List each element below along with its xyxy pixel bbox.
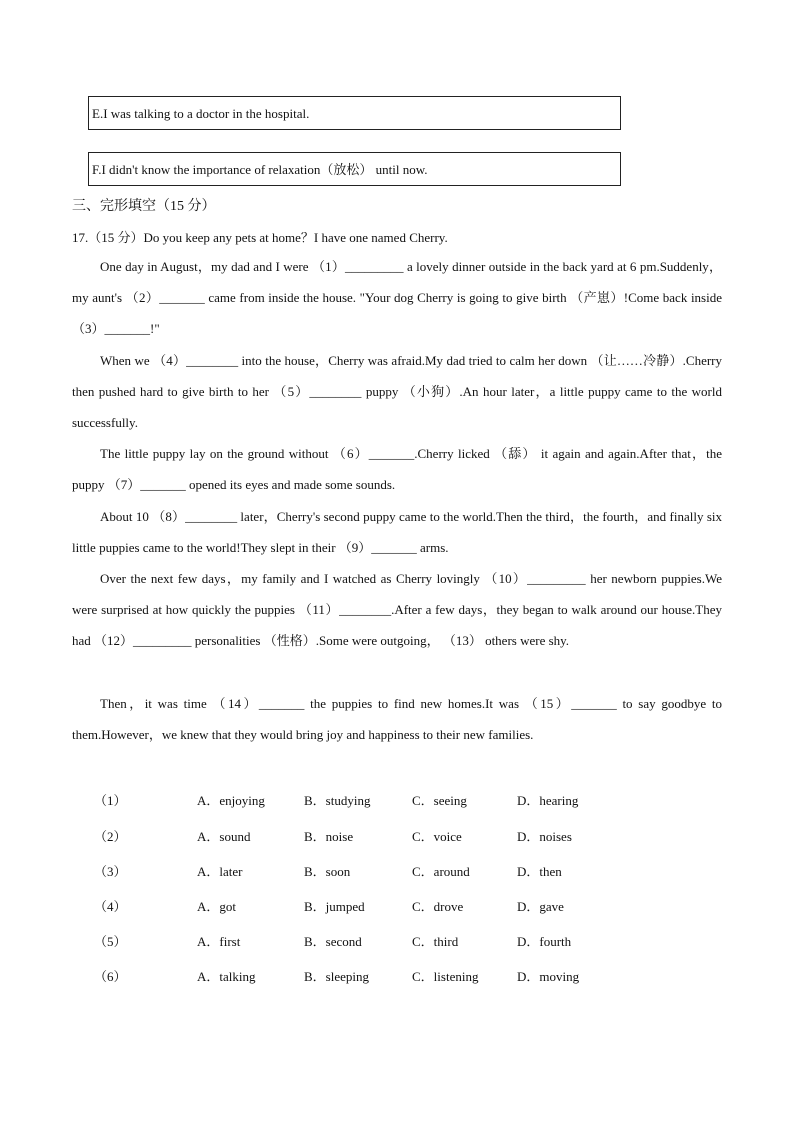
choice-number: （5） [94, 934, 127, 949]
choice-row [94, 896, 694, 916]
section-heading: 三、完形填空（15 分） [72, 199, 216, 214]
choice-row [94, 966, 694, 986]
choice-d[interactable]: D．noises [517, 829, 572, 844]
option-box-f: F.I didn't know the importance of relaxation（放松） until now. [88, 152, 621, 186]
passage-paragraph-6: Then，it was time （14）_______ the puppies to find new homes.It was （15）_______ to say goodbye to them.However，we knew that they would bring joy and happiness to their new families. [72, 696, 722, 742]
choice-number: （4） [94, 899, 127, 914]
choice-number: （3） [94, 864, 127, 879]
choice-a[interactable]: A．first [197, 934, 241, 949]
choice-d[interactable]: D．hearing [517, 793, 579, 808]
choice-d[interactable]: D．then [517, 864, 562, 879]
passage-paragraph-5: Over the next few days，my family and I watched as Cherry lovingly （10）_________ her newborn puppies.We were surprised at how quickly the puppies （11）________.After a few days，they began to walk around our house.They had （12）_________ personalities （性格）.Some were outgoing， （13） others were shy. [72, 571, 722, 648]
choice-c[interactable]: C．voice [412, 829, 462, 844]
choice-a[interactable]: A．got [197, 899, 237, 914]
choice-c[interactable]: C．third [412, 934, 459, 949]
choice-a[interactable]: A．later [197, 864, 243, 879]
choice-row [94, 790, 694, 810]
passage-paragraph-1: One day in August，my dad and I were （1）_________ a lovely dinner outside in the back yard at 6 pm.Suddenly，my aunt's （2）_______ came from inside the house. "Your dog Cherry is going to give birth （产崽）!Come back inside （3）_______!" [72, 259, 722, 336]
choice-b[interactable]: B．studying [304, 793, 371, 808]
question-intro: 17.（15 分）Do you keep any pets at home？I have one named Cherry. [72, 230, 448, 245]
choice-row [94, 931, 694, 951]
choice-a[interactable]: A．talking [197, 969, 256, 984]
choice-a[interactable]: A．sound [197, 829, 251, 844]
passage-paragraph-4: About 10 （8）________ later，Cherry's second puppy came to the world.Then the third，the fourth，and finally six little puppies came to the world!They slept in their （9）_______ arms. [72, 509, 722, 555]
choice-b[interactable]: B．soon [304, 864, 351, 879]
choice-d[interactable]: D．moving [517, 969, 580, 984]
choice-c[interactable]: C．listening [412, 969, 479, 984]
choice-c[interactable]: C．seeing [412, 793, 467, 808]
choice-number: （2） [94, 829, 127, 844]
choice-d[interactable]: D．gave [517, 899, 564, 914]
choice-b[interactable]: B．jumped [304, 899, 365, 914]
choice-b[interactable]: B．second [304, 934, 362, 949]
choice-b[interactable]: B．sleeping [304, 969, 369, 984]
choice-d[interactable]: D．fourth [517, 934, 572, 949]
choice-row [94, 826, 694, 846]
choice-number: （1） [94, 793, 127, 808]
choice-row [94, 861, 694, 881]
choice-c[interactable]: C．drove [412, 899, 464, 914]
passage-paragraph-3: The little puppy lay on the ground without （6）_______.Cherry licked （舔） it again and again.After that，the puppy （7）_______ opened its eyes and made some sounds. [72, 446, 722, 492]
passage-paragraph-2: When we （4）________ into the house，Cherry was afraid.My dad tried to calm her down （让……冷静）.Cherry then pushed hard to give birth to her （5）________ puppy （小狗）.An hour later，a little puppy came to the world successfully. [72, 353, 722, 430]
choice-b[interactable]: B．noise [304, 829, 354, 844]
choice-number: （6） [94, 969, 127, 984]
choice-a[interactable]: A．enjoying [197, 793, 265, 808]
option-box-e: E.I was talking to a doctor in the hospital. [88, 96, 621, 130]
choice-c[interactable]: C．around [412, 864, 470, 879]
